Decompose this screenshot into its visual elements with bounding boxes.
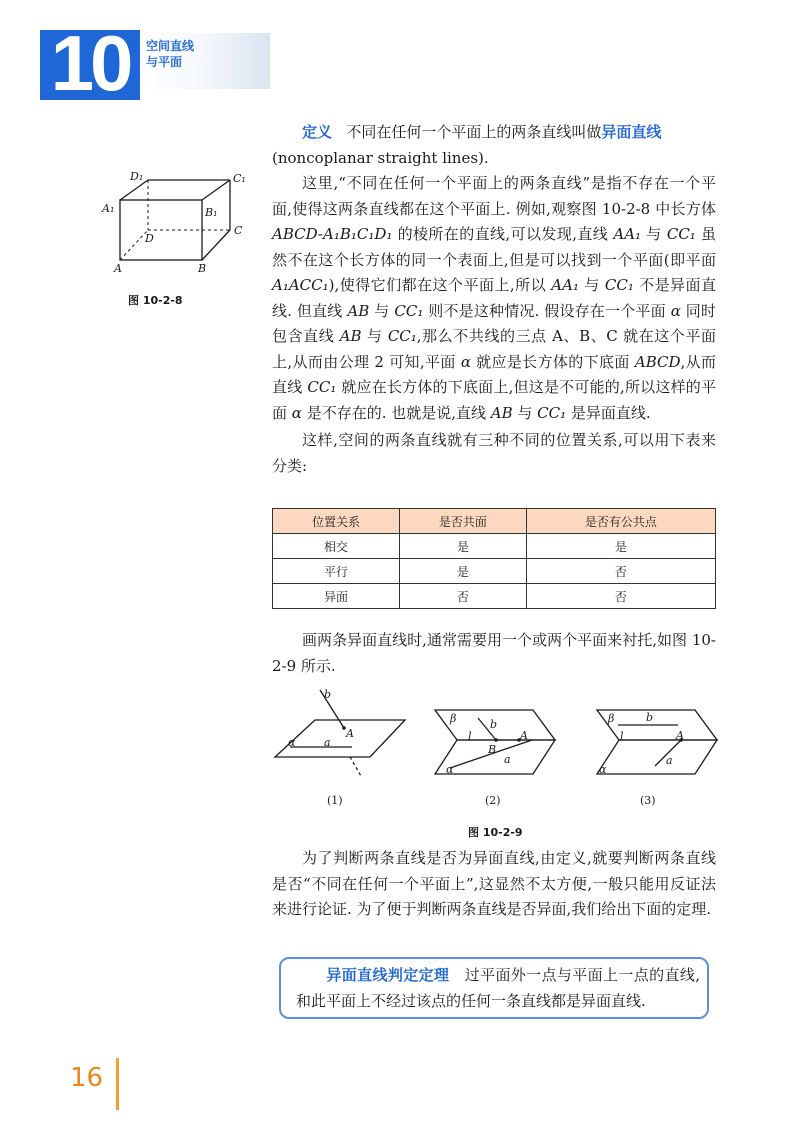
page-number: 16	[70, 1063, 104, 1093]
table-row	[273, 559, 716, 584]
label-D1: D₁	[130, 170, 144, 183]
table-row	[273, 584, 716, 609]
svg-text:A: A	[520, 729, 528, 742]
sub-caption-1: (1)	[327, 794, 343, 807]
cuboid-hidden-ad	[120, 230, 148, 260]
definition-english: (noncoplanar straight lines).	[272, 148, 489, 167]
svg-text:α: α	[446, 763, 454, 776]
label-C: C	[234, 224, 243, 237]
chapter-title-line2: 与平面	[146, 55, 183, 69]
theorem-text-block	[296, 962, 700, 1014]
svg-text:b: b	[324, 688, 332, 701]
chapter-title-line1: 空间直线	[146, 39, 195, 53]
table-cell: 是	[399, 534, 526, 559]
skew-lines-figure	[270, 684, 720, 814]
svg-text:A: A	[676, 729, 684, 742]
cuboid-edge-bc	[202, 230, 230, 260]
plane-alpha-3	[597, 740, 717, 774]
judge-paragraph: 为了判断两条直线是否为异面直线,由定义,就要判断两条直线是否“不同在任何一个平面上”,这显然不太方便,一般只能用反证法来进行论证. 为了便于判断两条直线是否异面,我们给出下面的定理.	[272, 849, 716, 918]
svg-text:α: α	[288, 736, 296, 749]
svg-text:β: β	[608, 712, 615, 725]
table-row	[273, 534, 716, 559]
definition-text: 不同在任何一个平面上的两条直线叫做	[346, 123, 602, 141]
drawing-paragraph: 画两条异面直线时,通常需要用一个或两个平面来衬托,如图 10-2-9 所示.	[272, 631, 716, 675]
table-cell: 相交	[273, 534, 400, 559]
svg-text:l: l	[620, 730, 624, 743]
chapter-title	[146, 38, 226, 70]
figure-caption-10-2-9: 图 10-2-9	[468, 826, 523, 839]
svg-text:a: a	[504, 753, 511, 766]
table-header-cell: 是否有公共点	[526, 509, 715, 534]
position-relation-table	[272, 508, 716, 609]
table-header-cell: 是否共面	[399, 509, 526, 534]
definition-term: 异面直线	[601, 123, 662, 141]
svg-text:a: a	[666, 754, 673, 767]
cuboid-edge-b1c1	[202, 180, 230, 200]
svg-text:l: l	[468, 730, 472, 743]
cuboid-edge-a1d1	[120, 180, 148, 200]
table-header-cell: 位置关系	[273, 509, 400, 534]
table-cell: 否	[526, 584, 715, 609]
label-C1: C₁	[233, 172, 246, 185]
table-cell: 否	[526, 559, 715, 584]
table-cell: 是	[526, 534, 715, 559]
line-b-1-hidden	[350, 757, 361, 776]
theorem-title: 异面直线判定定理	[326, 966, 450, 984]
table-cell: 是	[399, 559, 526, 584]
explanation-paragraph: 这里,“不同在任何一个平面上的两条直线”是指不存在一个平面,使得这两条直线都在这个平面上. 例如,观察图 10-2-8 中长方体 ABCD-A₁B₁C₁D₁ 的棱所在的直线,可以发现,直线 AA₁ 与 CC₁ 虽然不在这个长方体的同一个表面上,但是可以找到一个平面(即平面 A₁ACC₁),使得它们都在这个平面上,所以 AA₁ 与 CC₁ 不是异面直线. 但直线 AB 与 CC₁ 则不是这种情况. 假设存在一个平面 α 同时包含直线 AB 与 CC₁,那么不共线的三点 A、B、C 就在这个平面上,从而由公理 2 可知,平面 α 就应是长方体的下底面 ABCD,从而直线 CC₁ 就应在长方体的下底面上,但这是不可能的,所以这样的平面 α 是不存在的. 也就是说,直线 AB 与 CC₁ 是异面直线. 这样,空间的两条直线就有三种不同的位置关系,可以用下表来分类:	[272, 171, 716, 479]
label-B1: B₁	[205, 206, 218, 219]
page-number-bar	[116, 1058, 119, 1110]
classification-intro: 这样,空间的两条直线就有三种不同的位置关系,可以用下表来分类:	[272, 431, 716, 475]
svg-text:β: β	[450, 712, 457, 725]
svg-text:α: α	[599, 763, 607, 776]
table-cell: 否	[399, 584, 526, 609]
definition-block	[272, 120, 716, 171]
table-cell: 异面	[273, 584, 400, 609]
sub-caption-3: (3)	[640, 794, 656, 807]
chapter-number: 10	[50, 19, 130, 107]
sub-caption-2: (2)	[485, 794, 501, 807]
figure-caption-10-2-8: 图 10-2-8	[128, 294, 183, 307]
theorem-statement: 过平面外一点与平面上一点的直线,和此平面上不经过该点的任何一条直线都是异面直线.	[296, 966, 700, 1010]
svg-text:B: B	[488, 743, 497, 756]
svg-text:A: A	[346, 727, 354, 740]
label-B: B	[198, 262, 207, 275]
definition-label: 定义	[302, 123, 333, 141]
label-A: A	[114, 262, 122, 275]
svg-text:a: a	[324, 736, 331, 749]
svg-text:b: b	[490, 718, 498, 731]
label-D: D	[145, 232, 154, 245]
table-header-row	[273, 509, 716, 534]
svg-text:b: b	[646, 711, 654, 724]
label-A1: A₁	[102, 202, 115, 215]
cuboid-figure	[100, 168, 260, 280]
table-cell: 平行	[273, 559, 400, 584]
